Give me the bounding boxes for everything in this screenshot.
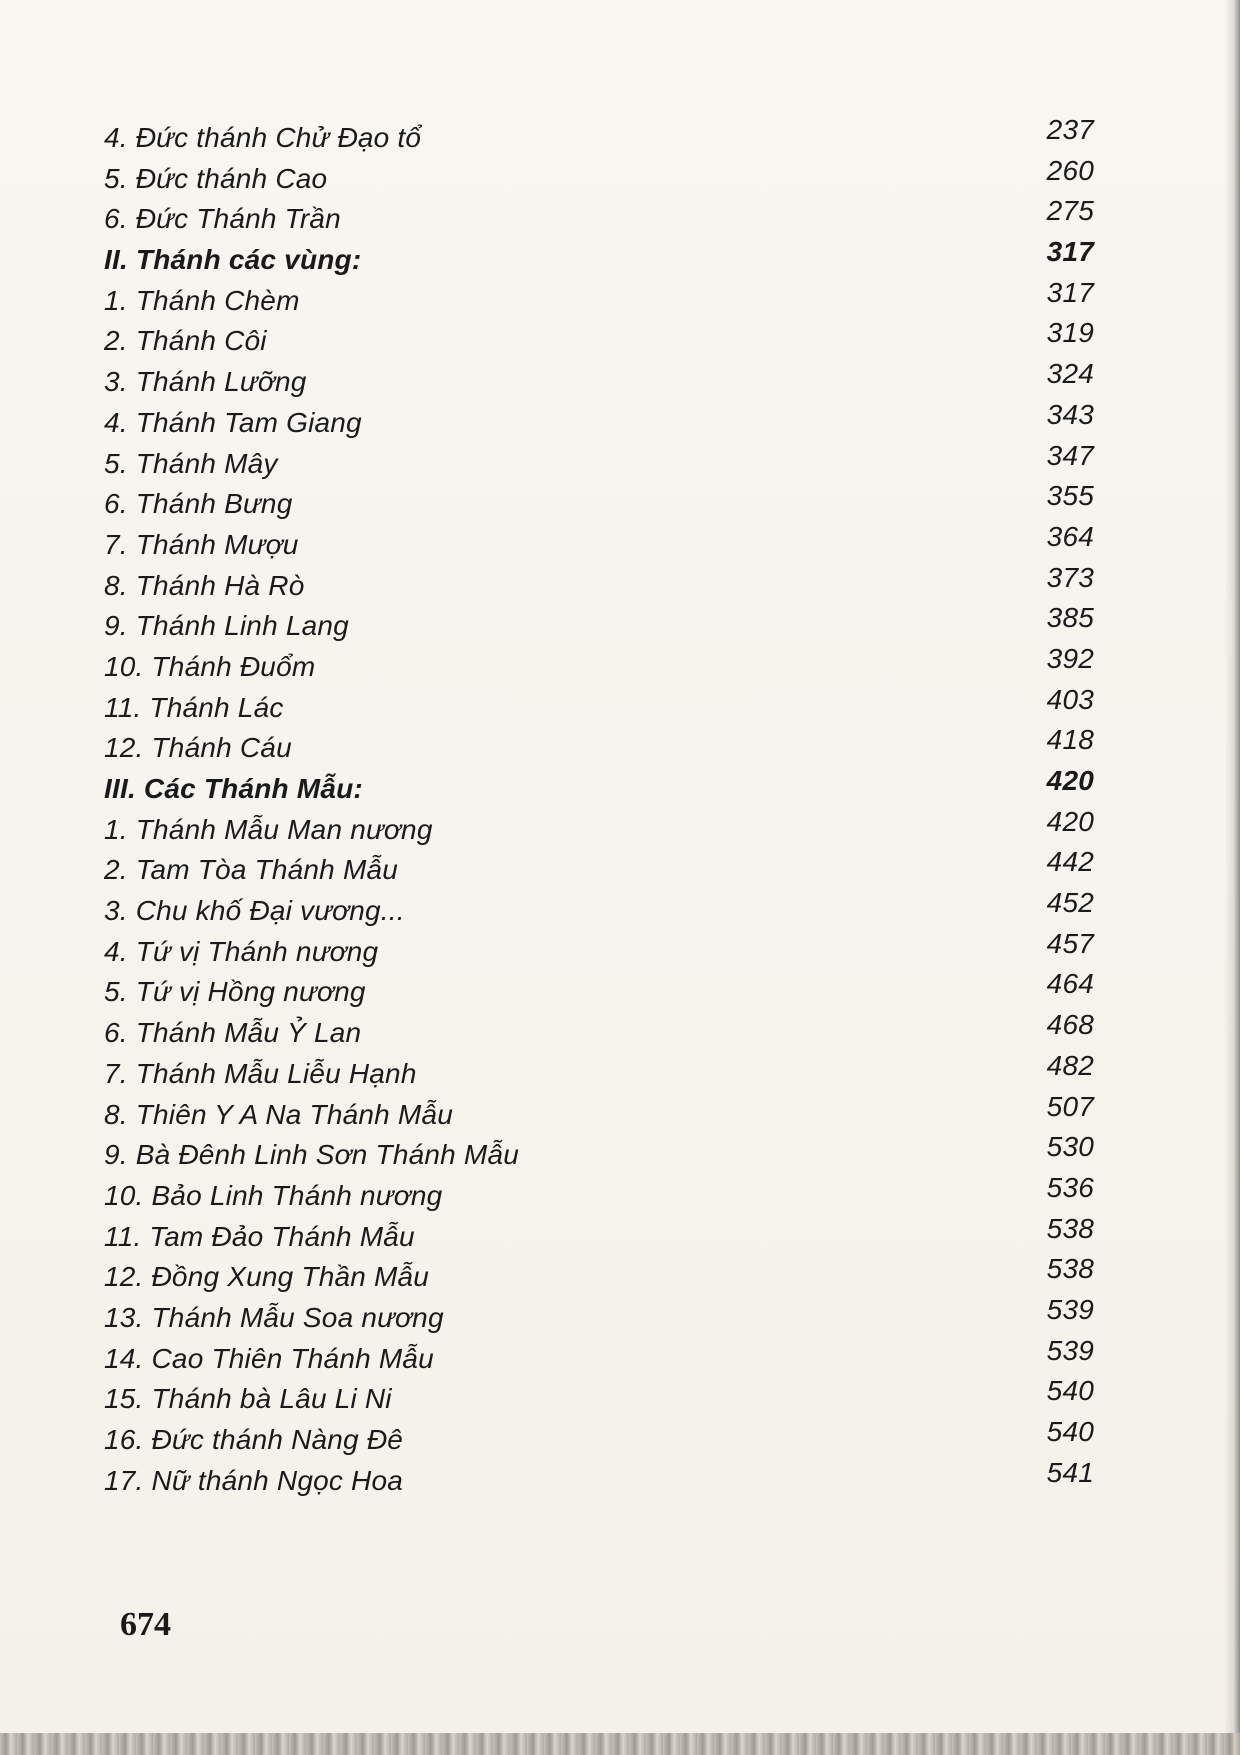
toc-entry xyxy=(104,1131,1094,1176)
page-edge-shadow xyxy=(1224,0,1240,1755)
toc-entry-title: II. Thánh các vùng: xyxy=(104,244,362,276)
toc-entry-title: 5. Thánh Mây xyxy=(104,447,278,479)
toc-entry xyxy=(104,317,1094,362)
toc-entry xyxy=(104,1009,1094,1054)
toc-entry-title: 4. Thánh Tam Giang xyxy=(104,406,362,438)
toc-entry xyxy=(104,398,1094,444)
toc-entry-page: 418 xyxy=(1046,724,1094,756)
toc-entry xyxy=(104,1171,1094,1217)
toc-entry xyxy=(104,1090,1094,1136)
toc-entry-page: 442 xyxy=(1046,846,1094,878)
toc-entry-title: 8. Thánh Hà Rò xyxy=(104,569,305,601)
toc-entry-title: 7. Thánh Mượu xyxy=(104,528,299,560)
toc-entry-page: 536 xyxy=(1046,1171,1094,1203)
toc-entry-title: 10. Bảo Linh Thánh nương xyxy=(104,1179,443,1211)
toc-entry-page: 324 xyxy=(1046,358,1094,390)
toc-entry-title: 1. Thánh Chèm xyxy=(104,284,300,316)
toc-entry-title: 13. Thánh Mẫu Soa nương xyxy=(104,1301,444,1333)
toc-entry-page: 317 xyxy=(1046,276,1094,308)
toc-entry-page: 260 xyxy=(1046,154,1094,186)
toc-entry-title: 8. Thiên Y A Na Thánh Mẫu xyxy=(104,1098,453,1130)
toc-entry-title: 1. Thánh Mẫu Man nương xyxy=(104,813,433,845)
toc-entry-page: 347 xyxy=(1046,439,1094,471)
toc-entry-page: 319 xyxy=(1046,317,1094,349)
toc-entry-title: 15. Thánh bà Lâu Li Ni xyxy=(104,1383,392,1415)
toc-entry xyxy=(104,1253,1094,1298)
toc-entry-page: 464 xyxy=(1046,968,1094,1000)
toc-entry xyxy=(104,276,1094,322)
toc-entry-title: 2. Thánh Côi xyxy=(104,325,267,357)
toc-entry-title: 6. Thánh Mẫu Ỷ Lan xyxy=(104,1017,362,1049)
toc-entry xyxy=(104,520,1094,566)
toc-entry-title: 5. Đức thánh Cao xyxy=(104,162,328,194)
toc-entry-page: 373 xyxy=(1046,561,1094,593)
toc-entry-title: 6. Thánh Bưng xyxy=(104,488,293,520)
toc-entry-title: 4. Đức thánh Chử Đạo tổ xyxy=(104,122,422,153)
toc-entry-page: 468 xyxy=(1046,1009,1094,1041)
toc-entry xyxy=(104,1049,1094,1095)
toc-entry-page: 452 xyxy=(1046,887,1094,919)
toc-entry-page: 403 xyxy=(1046,683,1094,715)
toc-entry-page: 538 xyxy=(1046,1212,1094,1244)
toc-entry xyxy=(104,1293,1094,1339)
toc-entry-title: 9. Bà Đênh Linh Sơn Thánh Mẫu xyxy=(104,1139,519,1171)
toc-section-heading xyxy=(104,765,1094,810)
toc-entry xyxy=(104,1334,1094,1380)
toc-entry-title: 11. Tam Đảo Thánh Mẫu xyxy=(104,1220,415,1252)
toc-entry-page: 541 xyxy=(1046,1456,1094,1488)
toc-entry-page: 420 xyxy=(1046,805,1094,837)
toc-entry-title: 12. Thánh Cáu xyxy=(104,732,292,764)
table-of-contents xyxy=(104,114,1094,1501)
toc-entry-page: 540 xyxy=(1046,1375,1094,1407)
toc-entry-page: 343 xyxy=(1046,398,1094,430)
toc-entry-title: 17. Nữ thánh Ngọc Hoa xyxy=(104,1464,404,1496)
toc-entry-page: 540 xyxy=(1046,1416,1094,1447)
toc-entry xyxy=(104,439,1094,485)
toc-entry-page: 385 xyxy=(1046,602,1094,634)
toc-entry-page: 530 xyxy=(1046,1131,1094,1163)
toc-entry xyxy=(104,154,1094,200)
toc-entry xyxy=(104,968,1094,1013)
toc-entry-page: 457 xyxy=(1046,927,1094,959)
toc-entry-page: 317 xyxy=(1046,236,1094,268)
toc-entry xyxy=(104,1456,1094,1502)
toc-entry-title: 3. Chu khố Đại vương... xyxy=(104,895,405,927)
page-number: 674 xyxy=(120,1606,171,1643)
toc-entry-page: 482 xyxy=(1046,1049,1094,1081)
toc-entry xyxy=(104,724,1094,769)
toc-entry-page: 275 xyxy=(1046,195,1094,227)
toc-entry xyxy=(104,805,1094,851)
toc-entry xyxy=(104,1375,1094,1420)
toc-entry-page: 538 xyxy=(1046,1253,1094,1285)
toc-entry xyxy=(104,1212,1094,1258)
toc-entry-title: 12. Đồng Xung Thần Mẫu xyxy=(104,1261,430,1293)
toc-entry xyxy=(104,480,1094,525)
toc-entry-title: 7. Thánh Mẫu Liễu Hạnh xyxy=(104,1057,417,1089)
toc-entry-title: III. Các Thánh Mẫu: xyxy=(104,773,363,804)
toc-entry-page: 420 xyxy=(1046,765,1094,796)
toc-entry-title: 10. Thánh Đuổm xyxy=(104,650,316,682)
toc-entry-title: 2. Tam Tòa Thánh Mẫu xyxy=(104,854,399,886)
toc-entry-title: 3. Thánh Lưỡng xyxy=(104,366,307,398)
toc-entry-page: 507 xyxy=(1046,1090,1094,1122)
toc-entry-page: 392 xyxy=(1046,642,1094,674)
toc-entry xyxy=(104,887,1094,932)
toc-entry xyxy=(104,195,1094,240)
toc-entry xyxy=(104,846,1094,891)
toc-entry-page: 539 xyxy=(1046,1293,1094,1325)
toc-entry-page: 355 xyxy=(1046,480,1094,512)
toc-entry-title: 11. Thánh Lác xyxy=(104,691,284,723)
toc-entry xyxy=(104,1416,1094,1461)
toc-entry-title: 5. Tứ vị Hồng nương xyxy=(104,976,366,1008)
toc-entry xyxy=(104,358,1094,403)
toc-entry xyxy=(104,683,1094,729)
toc-entry xyxy=(104,114,1094,159)
toc-entry xyxy=(104,602,1094,647)
toc-entry-title: 4. Tứ vị Thánh nương xyxy=(104,935,379,967)
page-bottom-edge xyxy=(0,1733,1240,1755)
toc-entry-title: 9. Thánh Linh Lang xyxy=(104,610,349,642)
toc-entry-page: 237 xyxy=(1046,114,1094,145)
toc-entry-page: 539 xyxy=(1046,1334,1094,1366)
toc-entry xyxy=(104,561,1094,607)
toc-entry-title: 6. Đức Thánh Trần xyxy=(104,203,341,235)
toc-section-heading xyxy=(104,236,1094,281)
toc-entry-title: 14. Cao Thiên Thánh Mẫu xyxy=(104,1342,434,1374)
toc-entry-page: 364 xyxy=(1046,520,1094,552)
toc-entry xyxy=(104,927,1094,973)
toc-entry-title: 16. Đức thánh Nàng Đê xyxy=(104,1424,404,1455)
toc-entry xyxy=(104,642,1094,688)
